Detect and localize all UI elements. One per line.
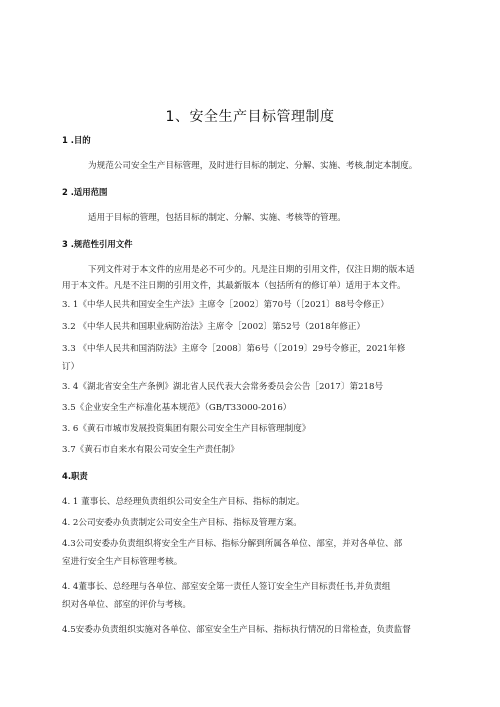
section-heading-references: 3 .规范性引用文件	[62, 239, 133, 249]
responsibility-item: 4. 2公司安委办负责制定公司安全生产目标、指标及管理方案。	[62, 518, 302, 528]
paragraph-line: 下列文件对于本文件的应用是必不可少的。凡是注日期的引用文件，仅注日期的版本适	[88, 265, 415, 275]
section-heading-scope: 2 .适用范围	[62, 187, 108, 197]
responsibility-item-continuation: 织对各单位、部室的评价与考核。	[62, 600, 191, 610]
section-heading-responsibilities: 4.职责	[62, 471, 88, 481]
responsibility-item-continuation: 室进行安全生产目标管理考核。	[62, 557, 183, 567]
reference-item: 3.3 《中华人民共和国消防法》主席令［2008〕第6号（［2019〕29号令修正，2021年修	[62, 344, 406, 354]
responsibility-item: 4.5安委办负责组织实施对各单位、部室安全生产目标、指标执行情况的日常检查，负责监督	[62, 625, 411, 635]
reference-item: 3.2 《中华人民共和国职业病防治法》主席令［2002〕第52号（2018年修正）	[62, 322, 366, 332]
responsibility-item: 4. 4董事长、总经理与各单位、部室安全第一责任人签订安全生产目标责任书,并负责组	[62, 582, 391, 592]
paragraph-line: 用于本文件。凡是不注日期的引用文件，其最新版本（包括所有的修订单）适用于本文件。	[62, 281, 406, 291]
reference-item: 3. 4《湖北省安全生产条例》湖北省人民代表大会常务委员会公告［2017〕第218号	[62, 382, 384, 392]
reference-item-continuation: 订）	[62, 362, 80, 372]
reference-item: 3.5《企业安全生产标准化基本规范》（GB/T33000-2016）	[62, 403, 292, 413]
responsibility-item: 4. 1 董事长、总经理负责组织公司安全生产目标、指标的制定。	[62, 497, 305, 507]
paragraph-line: 适用于目标的管理，包括目标的制定、分解、实施、考核等的管理。	[88, 213, 346, 223]
document-title: 1、安全生产目标管理制度	[165, 109, 335, 125]
responsibility-item: 4.3公司安委办负责组织将安全生产目标、指标分解到所属各单位、部室，并对各单位、部	[62, 539, 403, 549]
reference-item: 3. 1《中华人民共和国安全生产法》主席令［2002〕第70号（［2021〕88号令修正）	[62, 300, 389, 310]
reference-item: 3. 6《黄石市城市发展投资集团有限公司安全生产目标管理制度》	[62, 424, 311, 434]
paragraph-line: 为规范公司安全生产目标管理，及时进行目标的制定、分解、实施、考核,制定本制度。	[88, 161, 418, 171]
section-heading-purpose: 1 .目的	[62, 135, 91, 145]
reference-item: 3.7《黄石市自来水有限公司安全生产责任制》	[62, 445, 239, 455]
